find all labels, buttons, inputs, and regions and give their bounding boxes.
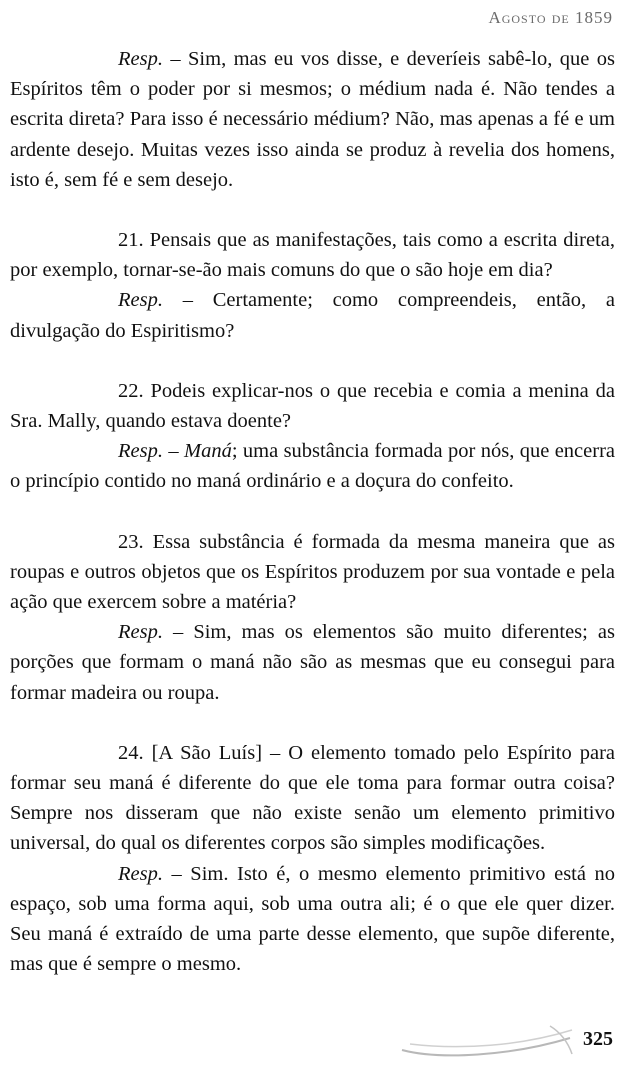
answer-24 bbox=[10, 859, 615, 980]
question-21: 21. Pensais que as manifestações, tais como a escrita direta, por exemplo, tornar-se-ão mais comuns do que o são hoje em dia? bbox=[10, 229, 615, 282]
answer-text: – Sim. Isto é, o mesmo elemento primitivo está no espaço, sob uma forma aqui, sob uma outra ali; é o que ele quer dizer. Seu maná é extraído de uma parte desse elemento, que supõe diferente, mas que é sempre o mesmo. bbox=[10, 862, 615, 976]
mana-term: Maná bbox=[184, 440, 232, 463]
answer-text: – Certamente; como compreendeis, então, a divulgação do Espiritismo? bbox=[10, 289, 615, 342]
page-body bbox=[10, 44, 615, 979]
answer-text: ; uma substância formada por nós, que encerra o princípio contido no maná ordinário e a doçura do confeito. bbox=[10, 440, 615, 493]
answer-21 bbox=[10, 285, 615, 345]
question-24: 24. [A São Luís] – O elemento tomado pelo Espírito para formar seu maná é diferente do que ele toma para formar outra coisa? Sempre nos disseram que não existe senão um elemento primitivo universal, do qual os diferentes corpos são simples modificações. bbox=[10, 741, 615, 855]
page-footer bbox=[0, 1012, 625, 1072]
answer-22 bbox=[10, 436, 615, 496]
resp-label: Resp. bbox=[118, 48, 163, 70]
answer-23 bbox=[10, 617, 615, 708]
answer-paragraph bbox=[10, 44, 615, 195]
running-header: Agosto de 1859 bbox=[488, 8, 613, 27]
answer-dash: – bbox=[162, 440, 184, 463]
resp-label: Resp. bbox=[118, 440, 163, 463]
resp-label: Resp. bbox=[118, 862, 163, 885]
resp-label: Resp. bbox=[118, 621, 163, 644]
answer-text: – Sim, mas eu vos disse, e deveríeis sabê-lo, que os Espíritos têm o poder por si mesmos; o médium nada é. Não tendes a escrita direta? Para isso é necessário médium? Não, mas apenas a fé e um ardente desejo. Muitas vezes isso ainda se produz à revelia dos homens, isto é, sem fé e sem desejo. bbox=[10, 48, 615, 191]
resp-label: Resp. bbox=[118, 289, 163, 312]
answer-text: – Sim, mas os elementos são muito diferentes; as porções que formam o maná não são as mesmas que eu consegui para formar madeira ou roupa. bbox=[10, 621, 615, 704]
question-22: 22. Podeis explicar-nos o que recebia e comia a menina da Sra. Mally, quando estava doente? bbox=[10, 379, 615, 433]
decorative-swoosh bbox=[400, 1020, 575, 1060]
question-23: 23. Essa substância é formada da mesma maneira que as roupas e outros objetos que os Espíritos produzem por sua vontade e pela ação que exercem sobre a matéria? bbox=[10, 530, 615, 614]
page-number: 325 bbox=[583, 1028, 613, 1050]
